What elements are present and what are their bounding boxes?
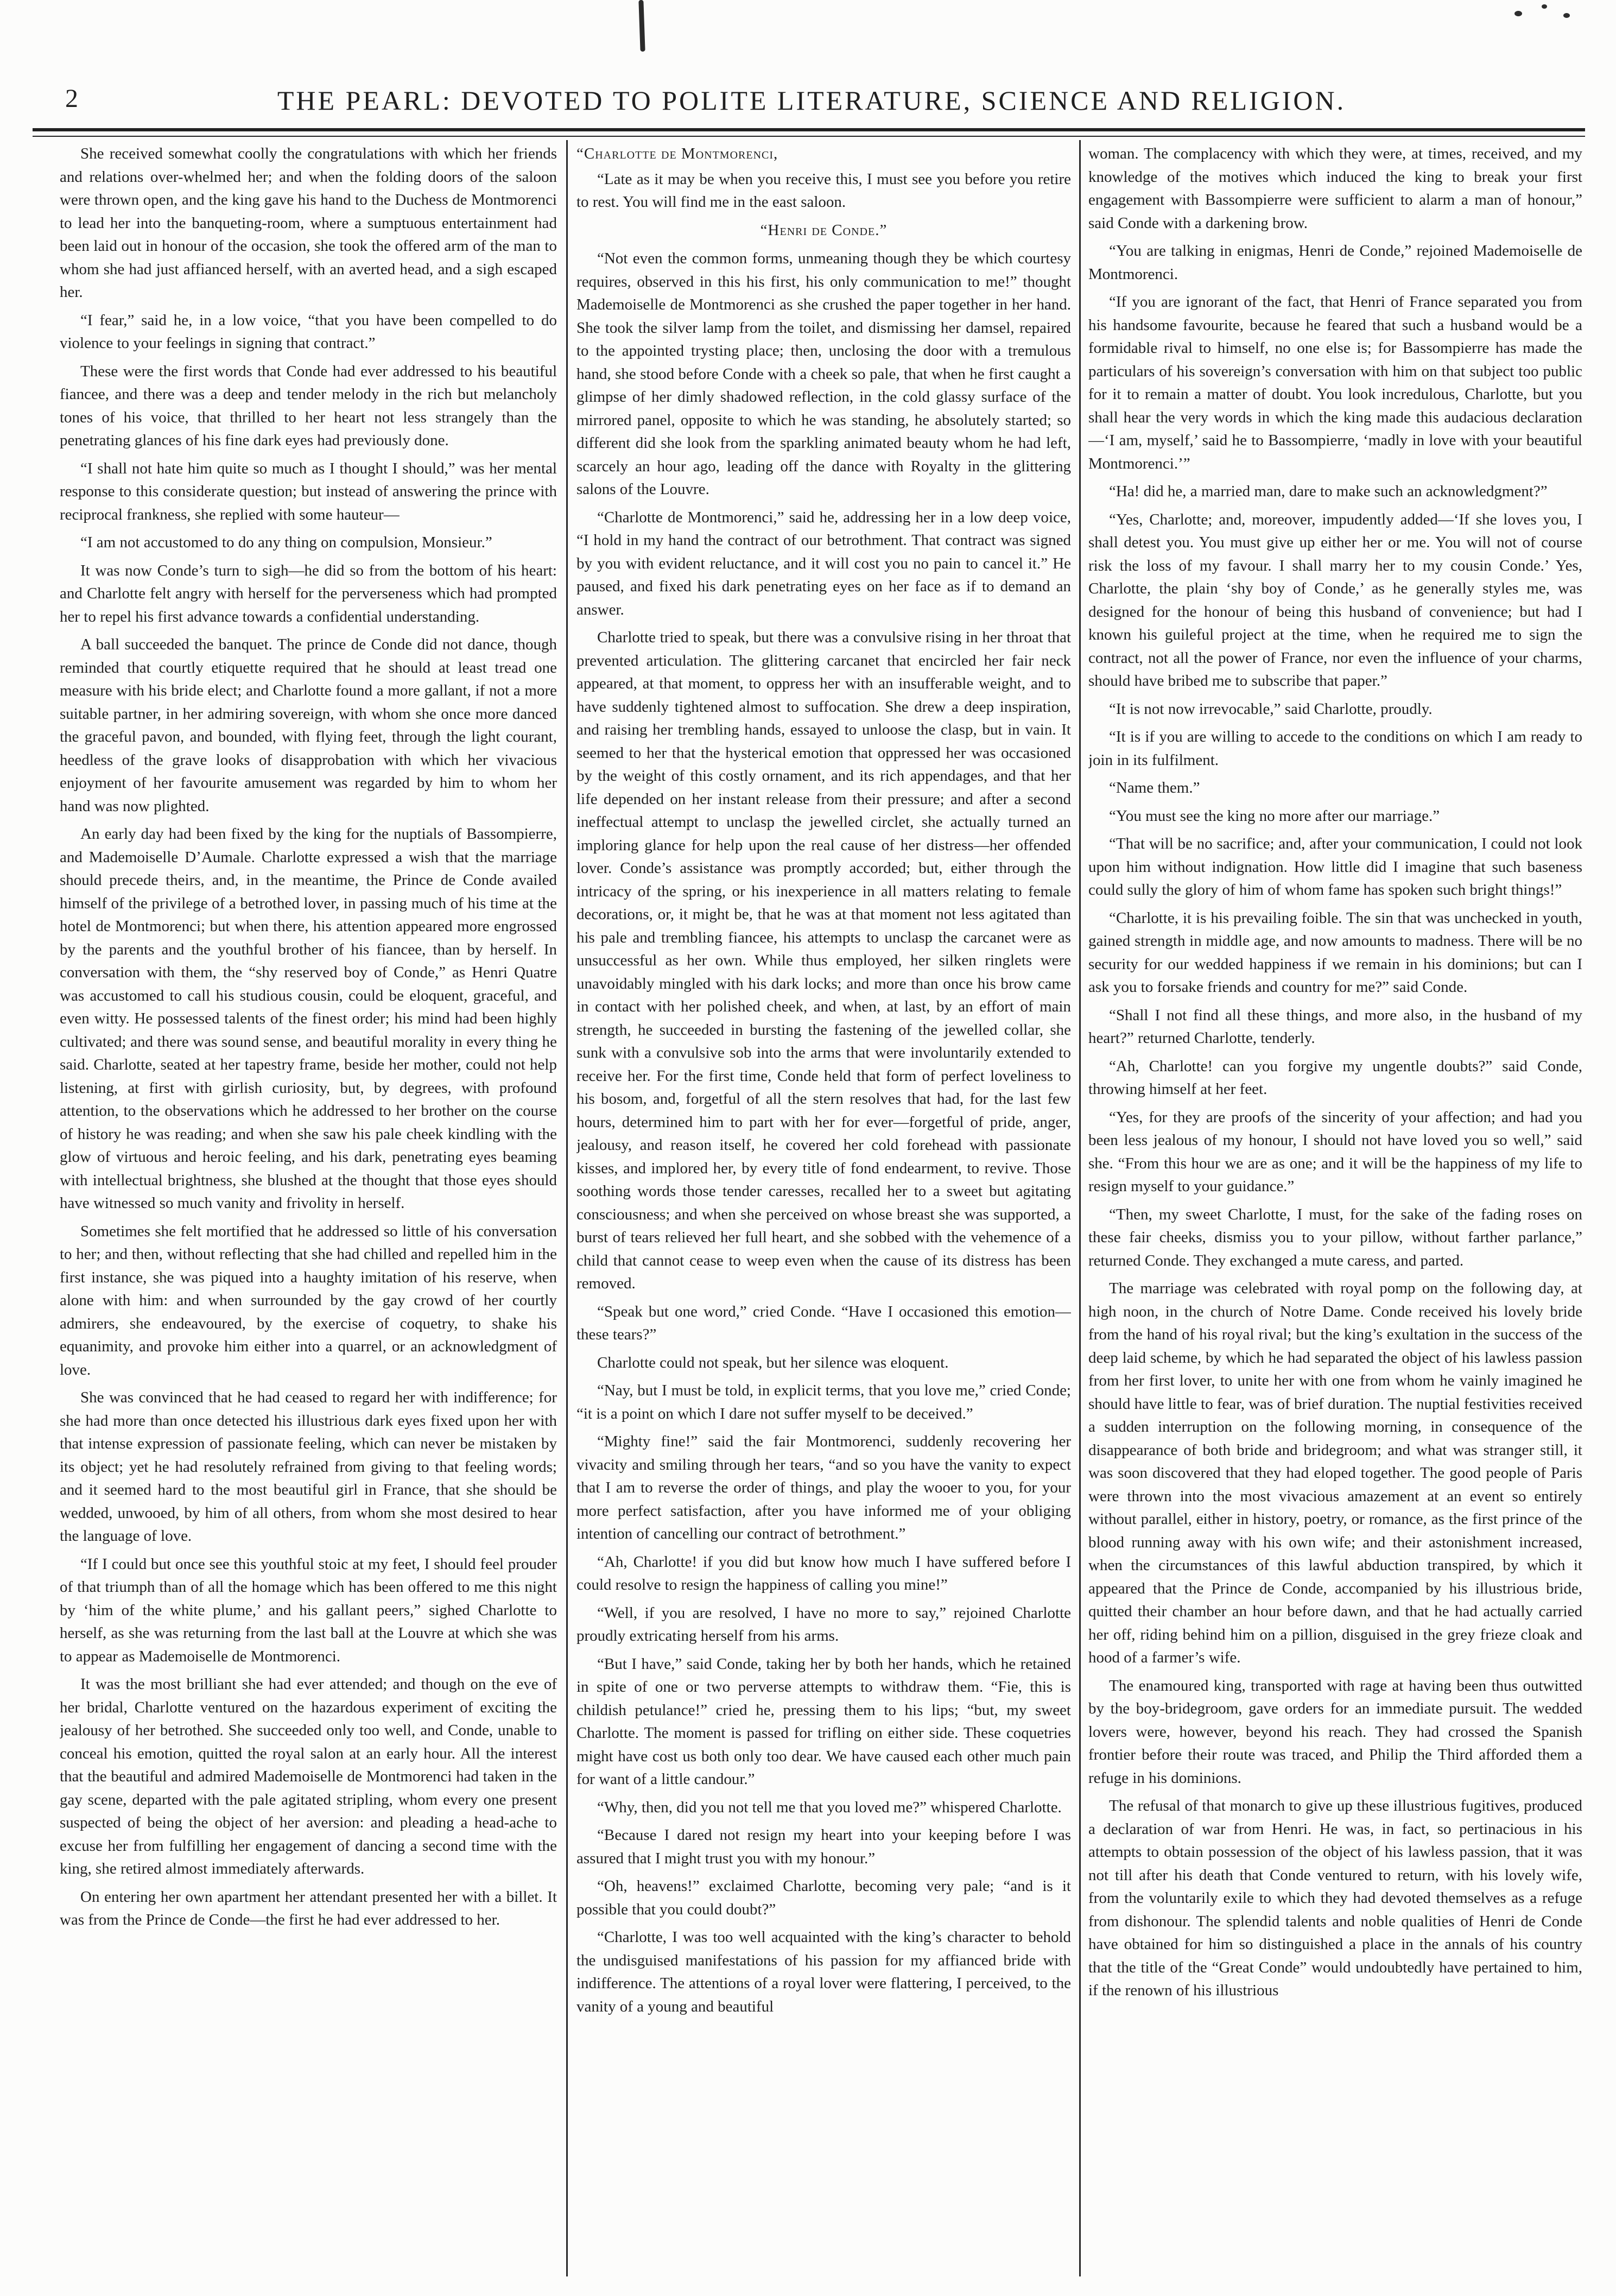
paragraph: “I am not accustomed to do any thing on compulsion, Monsieur.” xyxy=(80,534,492,551)
ink-stroke-mark xyxy=(638,0,645,52)
column-divider xyxy=(566,140,568,2276)
paragraph: On entering her own apartment her attendant presented her with a billet. It was from the Prince de Conde—the first he had ever addressed to her. xyxy=(60,1888,557,1928)
ink-speck xyxy=(1563,13,1570,18)
paragraph: woman. The complacency with which they were, at times, received, and my knowledge of the motives which induced the king to break your first engagement with Bassompierre were sufficient to alarm a man of honour,” said Conde with a darkening brow. xyxy=(1088,145,1582,232)
page-number: 2 xyxy=(65,84,78,113)
paragraph: “Not even the common forms, unmeaning though they be which courtesy requires, observed in this his first, his only communication to me!” thought Mademoiselle de Montmorenci as she crushed the paper together in her hand. She took the silver lamp from the toilet, and dismissing her damsel, repaired to the appointed trysting place; then, unclosing the door with a tremulous hand, she stood before Conde with a cheek so pale, that when he first caught a glimpse of her dimly shadowed reflection, in the cold glassy surface of the mirrored panel, opposite to which he was standing, he absolutely started; so different did she look from the sparkling animated beauty whom he had left, scarcely an hour ago, leading off the dance with Royalty in the glittering salons of the Louvre. xyxy=(576,250,1071,498)
paragraph: “You must see the king no more after our marriage.” xyxy=(1109,807,1440,825)
paragraph: A ball succeeded the banquet. The prince de Conde did not dance, though reminded that courtly etiquette required that he should at least tread one measure with his bride elect; and Charlotte found a more gallant, if not a more suitable partner, in her admiring sovereign, with whom she once more danced the graceful pavon, and bounded, with flying feet, through the light courant, heedless of the grave looks of disapprobation with which her vivacious enjoyment of her favourite amusement was regarded by him to whom her hand was now plighted. xyxy=(60,636,557,815)
paragraph: “Charlotte de Montmorenci,” said he, addressing her in a low deep voice, “I hold in my hand the contract of our betrothment. That contract was signed by you with evident reluctance, and it will cost you no pain to cancel it.” He paused, and fixed his dark penetrating eyes on her face as if to demand an answer. xyxy=(576,508,1071,618)
paragraph: The marriage was celebrated with royal pomp on the following day, at high noon, in the church of Notre Dame. Conde received his lovely bride from the hand of his royal rival; but the king’s exultation in the success of the deep laid scheme, by which he had separated the object of his lawless passion from her first lover, to unite her with one from whom he vainly imagined he should have little to fear, was of brief duration. The nuptial festivities received a sudden interruption on the following morning, in consequence of the disappearance of both bride and bridegroom; and what was stranger still, it was soon discovered that they had eloped together. The good people of Paris were thrown into the most vivacious amazement at an event so entirely without parallel, either in history, poetry, or romance, as the first prince of the blood running away with his own wife; and their astonishment increased, when the circumstances of this lawful abduction transpired, by which it appeared that the Prince de Conde, accompanied by his illustrious bride, quitted their chamber an hour before dawn, and that he had actually carried her off, riding behind him on a pillion, disguised in the grey frieze cloak and hood of a farmer’s wife. xyxy=(1088,1280,1582,1666)
paragraph: “I fear,” said he, in a low voice, “that you have been compelled to do violence to your feelings in signing that contract.” xyxy=(60,311,557,352)
paragraph: “Shall I not find all these things, and more also, in the husband of my heart?” returned Charlotte, tenderly. xyxy=(1088,1006,1582,1047)
paragraph: “Why, then, did you not tell me that you loved me?” whispered Charlotte. xyxy=(597,1798,1062,1816)
paragraph: These were the first words that Conde had ever addressed to his beautiful fiancee, and there was a deep and tender melody in the rich but melancholy tones of his voice, that thrilled to her heart not less strangely than the penetrating glances of his fine dark eyes had previously done. xyxy=(60,362,557,449)
text-column-left xyxy=(60,142,557,2273)
paragraph: She received somewhat coolly the congratulations with which her friends and relations over-whelmed her; and when the folding doors of the saloon were thrown open, and the king gave his hand to the Duchess de Montmorenci to lead her into the banqueting-room, where a sumptuous entertainment had been laid out in honour of the occasion, she took the offered arm of the man to whom she had just affianced herself, with an averted head, and a sigh escaped her. xyxy=(60,145,557,301)
paragraph: “Name them.” xyxy=(1109,779,1200,796)
ink-speck xyxy=(1542,4,1547,9)
paragraph: “Speak but one word,” cried Conde. “Have I occasioned this emotion—these tears?” xyxy=(576,1302,1071,1343)
ink-speck xyxy=(1514,11,1522,16)
column-paragraphs xyxy=(576,247,1071,2018)
paragraph: “If you are ignorant of the fact, that Henri of France separated you from his handsome favourite, because he feared that such a husband would be a formidable rival to himself, no one else is; for Bassompierre has made the particulars of his sovereign’s conversation with him on that subject too public for it to remain a matter of doubt. You look incredulous, Charlotte, but you shall hear the very words in which the king made this audacious declaration—‘I am, myself,’ said he to Bassompierre, ‘madly in love with your beautiful Montmorenci.’” xyxy=(1088,293,1582,472)
letter-body: “Late as it may be when you receive this, I must see you before you retire to rest. You will find me in the east saloon. xyxy=(576,170,1071,211)
paragraph: An early day had been fixed by the king for the nuptials of Bassompierre, and Mademoiselle D’Aumale. Charlotte expressed a wish that the marriage should precede theirs, and, in the meantime, the Prince de Conde availed himself of the privilege of a betrothed lover, in passing much of his time at the hotel de Montmorenci; but when there, his attention appeared more engrossed by the parents and the youthful brother of his fiancee, than by herself. In conversation with them, the “shy reserved boy of Conde,” as Henri Quatre was accustomed to call his studious cousin, could be eloquent, graceful, and even witty. He possessed talents of the finest order; his mind had been highly cultivated; and there was sound sense, and beautiful morality in every thing he said. Charlotte, seated at her tapestry frame, beside her mother, could not help listening, at first with girlish curiosity, but, by degrees, with profound attention, to the observations which he addressed to her brother on the course of history he was reading; and when she saw his pale cheek kindling with the glow of virtuous and heroic feeling, and his dark, penetrating eyes beaming with intellectual brightness, she blushed at the thought that those eyes should have witnessed so much vanity and frivolity in herself. xyxy=(60,825,557,1212)
running-title: THE PEARL: DEVOTED TO POLITE LITERATURE, SCIENCE AND RELIGION. xyxy=(277,85,1346,116)
header-rule-thick xyxy=(33,128,1585,131)
paragraph: “I shall not hate him quite so much as I thought I should,” was her mental response to this considerate question; but instead of answering the prince with reciprocal frankness, she replied with some hauteur— xyxy=(60,459,557,523)
paragraph: “Ah, Charlotte! can you forgive my ungentle doubts?” said Conde, throwing himself at her feet. xyxy=(1088,1057,1582,1098)
paragraph: “It is if you are willing to accede to the conditions on which I am ready to join in its fulfilment. xyxy=(1088,728,1582,769)
column-paragraphs xyxy=(1088,142,1582,2002)
paragraph: “Yes, Charlotte; and, moreover, impudently added—‘If she loves you, I shall detest you. You must give up either her or me. You will not of course risk the loss of my favour. I shall marry her to my cousin Conde.’ Yes, Charlotte, the plain ‘shy boy of Conde,’ as he generally styles me, was designed for the honour of being this husband of convenience; but had I known his guileful project at the time, when he required me to sign the contract, not all the power of France, nor even the influence of your charms, should have bribed me to subscribe that paper.” xyxy=(1088,510,1582,690)
paragraph: Charlotte could not speak, but her silence was eloquent. xyxy=(597,1353,949,1371)
paragraph: “Yes, for they are proofs of the sincerity of your affection; and had you been less jealous of my honour, I should not have loved you so well,” said she. “From this hour we are as one; and it will be the happiness of my life to resign myself to your guidance.” xyxy=(1088,1108,1582,1195)
paragraph: “You are talking in enigmas, Henri de Conde,” rejoined Mademoiselle de Montmorenci. xyxy=(1088,242,1582,283)
text-column-middle xyxy=(576,142,1071,2273)
text-column-right xyxy=(1088,142,1582,2273)
column-paragraphs xyxy=(60,142,557,1932)
paragraph: She was convinced that he had ceased to regard her with indifference; for she had more than once detected his illustrious dark eyes fixed upon her with that intense expression of passionate feeling, which can never be mistaken by its object; yet he had resolutely refrained from giving to that feeling words; and it seemed hard to the most beautiful girl in France, that she should be wedded, unwooed, by him of all others, from whom she most desired to hear the language of love. xyxy=(60,1389,557,1545)
paragraph: “That will be no sacrifice; and, after your communication, I could not look upon him without indignation. How little did I imagine that such baseness could sully the glory of him of whom fame has spoken such bright things!” xyxy=(1088,835,1582,899)
paragraph: The enamoured king, transported with rage at having been thus outwitted by the boy-bridegroom, gave orders for an immediate pursuit. The wedded lovers were, however, beyond his reach. They had crossed the Spanish frontier before their route was traced, and Philip the Third afforded them a refuge in his dominions. xyxy=(1088,1677,1582,1787)
paragraph: It was now Conde’s turn to sigh—he did so from the bottom of his heart: and Charlotte felt angry with herself for the perverseness which had prompted her to repel his first advance towards a confidential understanding. xyxy=(60,561,557,625)
paragraph: Charlotte tried to speak, but there was a convulsive rising in her throat that prevented articulation. The glittering carcanet that encircled her fair neck appeared, at that moment, to oppress her with an insufferable weight, and to have suddenly tightened almost to suffocation. She drew a deep inspiration, and raising her trembling hands, essayed to unloose the clasp, but in vain. It seemed to her that the hysterical emotion that oppressed her was occasioned by the weight of this costly ornament, and its rich appendages, and that her life depended on her instant release from their pressure; and after a second ineffectual attempt to unclasp the jewelled circlet, she actually turned an imploring glance for help upon the real cause of her distress—her offended lover. Conde’s assistance was promptly accorded; but, either through the intricacy of the spring, or his inexperience in all matters relating to female decorations, or, it might be, that he was at that moment not less agitated than his pale and trembling fiancee, his attempts to unclasp the carcanet were as unsuccessful as her own. While thus employed, her silken ringlets were unavoidably mingled with his dark locks; and more than once his brow came in contact with her polished cheek, and when, at last, by an effort of main strength, he succeeded in bursting the fastening of the jewelled collar, she sunk with a convulsive sob into the arms that were involuntarily extended to receive her. For the first time, Conde held that form of perfect loveliness to his bosom, and, forgetful of all the stern resolves that had, for the last few hours, determined him to part with her for ever—forgetful of pride, anger, jealousy, and reason itself, he covered her cold forehead with passionate kisses, and implored her, by every title of fond endearment, to revive. Those soothing words those tender caresses, recalled her to a sweet but agitating consciousness; and when she perceived on whose breast she was supported, a burst of tears relieved her full heart, and she sobbed with the vehemence of a child that cannot cease to weep even when the cause of its distress has been removed. xyxy=(576,629,1071,1292)
paragraph: The refusal of that monarch to give up these illustrious fugitives, produced a declaration of war from Henri. He was, in fact, so pertinacious in his attempts to obtain possession of the object of his lawless passion, that it was not till after his death that Conde ventured to return, with his lovely wife, from the voluntarily exile to which they had devoted themselves as a refuge from dishonour. The splendid talents and noble qualities of Henri de Conde have obtained for him so distinguished a place in the annals of his country that the title of the “Great Conde” would undoubtedly have pertained to him, if the renown of his illustrious xyxy=(1088,1797,1582,1999)
paragraph: “Oh, heavens!” exclaimed Charlotte, becoming very pale; “and is it possible that you could doubt?” xyxy=(576,1877,1071,1918)
paragraph: “Then, my sweet Charlotte, I must, for the sake of the fading roses on these fair cheeks, dismiss you to your pillow, without farther parlance,” returned Conde. They exchanged a mute caress, and parted. xyxy=(1088,1205,1582,1269)
paragraph: “Well, if you are resolved, I have no more to say,” rejoined Charlotte proudly extricating herself from his arms. xyxy=(576,1604,1071,1644)
paragraph: “Charlotte, it is his prevailing foible. The sin that was unchecked in youth, gained strength in middle age, and now amounts to madness. There will be no security for our wedded happiness if we remain in his dominions; but can I ask you to forsake friends and country for me?” said Conde. xyxy=(1088,909,1582,996)
paragraph: “If I could but once see this youthful stoic at my feet, I should feel prouder of that triumph than of all the homage which has been offered to me this night by ‘him of the white plume,’ and his gallant peers,” sighed Charlotte to herself, as she was returning from the last ball at the Louvre at which she was to appear as Mademoiselle de Montmorenci. xyxy=(60,1555,557,1665)
paragraph: “Mighty fine!” said the fair Montmorenci, suddenly recovering her vivacity and smiling through her tears, “and so you have the vanity to expect that I am to reverse the order of things, and play the wooer to you, for your more perfect satisfaction, after you have informed me of your obliging intention of cancelling our contract of betrothment.” xyxy=(576,1433,1071,1542)
paragraph: It was the most brilliant she had ever attended; and though on the eve of her bridal, Charlotte ventured on the hazardous experiment of exciting the jealousy of her betrothed. She succeeded only too well, and Conde, unable to conceal his emotion, quitted the royal salon at an early hour. All the interest that the beautiful and admired Mademoiselle de Montmorenci had taken in the gay scene, departed with the pale agitated stripling, whom every one present suspected of being the object of her aversion: and pleading a head-ache to excuse her from fulfilling her engagement of dancing a second time with the king, she retired almost immediately afterwards. xyxy=(60,1675,557,1877)
paragraph: “It is not now irrevocable,” said Charlotte, proudly. xyxy=(1109,700,1433,718)
paragraph: “Nay, but I must be told, in explicit terms, that you love me,” cried Conde; “it is a point on which I dare not suffer myself to be deceived.” xyxy=(576,1382,1071,1422)
paragraph: “Ah, Charlotte! if you did but know how much I have suffered before I could resolve to resign the happiness of calling you mine!” xyxy=(576,1553,1071,1593)
paragraph: “Ha! did he, a married man, dare to make such an acknowledgment?” xyxy=(1109,483,1548,500)
paragraph: “But I have,” said Conde, taking her by both her hands, which he retained in spite of one or two perverse attempts to withdraw them. “Fie, this is childish petulance!” cried he, pressing them to his lips; “but, my sweet Charlotte. The moment is passed for trifling on either side. These coquetries might have cost us both only too dear. We have caused each other much pain for want of a little candour.” xyxy=(576,1655,1071,1788)
page-header xyxy=(43,74,1580,123)
paragraph: “Charlotte, I was too well acquainted with the king’s character to behold the undisguised manifestations of his passion for my affianced bride with indifference. The attentions of a royal lover were flattering, I perceived, to the vanity of a young and beautiful xyxy=(576,1928,1071,2015)
paragraph: “Because I dared not resign my heart into your keeping before I was assured that I might trust you with my honour.” xyxy=(576,1826,1071,1867)
letter-signature: “Henri de Conde.” xyxy=(760,221,888,239)
column-divider xyxy=(1079,140,1081,2276)
letter-salutation: “Charlotte de Montmorenci, xyxy=(576,145,778,162)
paragraph: Sometimes she felt mortified that he addressed so little of his conversation to her; and then, without reflecting that she had chilled and repelled him in the first instance, she was piqued into a haughty imitation of his reserve, when alone with him: and when surrounded by the gay crowd of her courtly admirers, she endeavoured, by the exercise of coquetry, to shake his equanimity, and provoke him either into a quarrel, or an acknowledgment of love. xyxy=(60,1222,557,1378)
header-rule-thin xyxy=(33,136,1585,137)
